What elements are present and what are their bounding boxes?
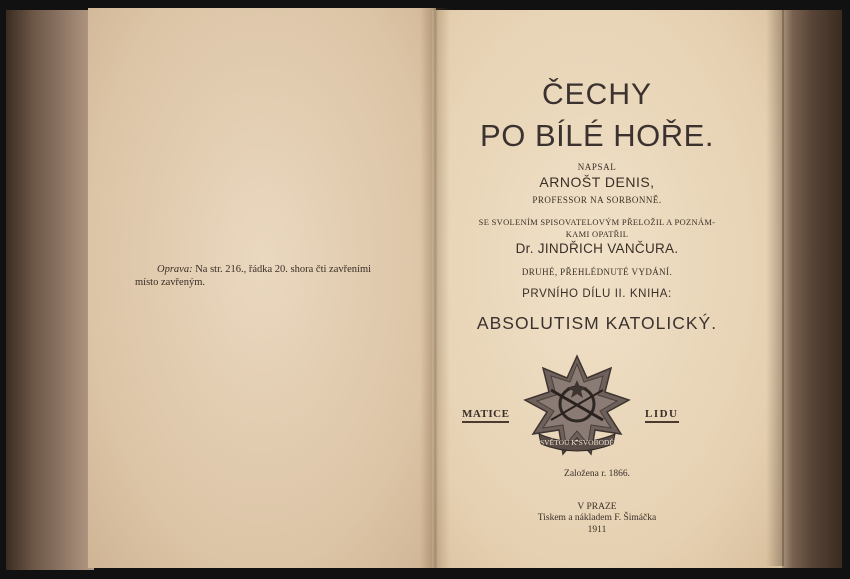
translation-note-line-1: SE SVOLENÍM SPISOVATELOVÝM PŘELOŽIL A POZNÁM- (478, 217, 716, 227)
title-line-1: ČECHY (541, 78, 652, 111)
emblem-motto: SVĚTOU K SVOBODĚ (539, 438, 615, 447)
publisher-name-left: MATICE (462, 408, 509, 423)
erratum-line-2: místo zavřeným. (135, 277, 205, 288)
volume-statement: PRVNÍHO DÍLU II. KNIHA: (522, 288, 672, 300)
author-name: ARNOŠT DENIS, (539, 174, 655, 190)
erratum-text: Na str. 216., řádka 20. shora čti zavřeními (192, 264, 372, 275)
publisher-name-right: LIDU (645, 408, 679, 423)
erratum-line-1 (135, 263, 405, 276)
publisher-emblem-icon (521, 354, 633, 458)
translator-name: Dr. JINDŘICH VANČURA. (515, 241, 679, 256)
translation-note-line-2: KAMI OPATŘIL (565, 229, 629, 239)
byline-label: NAPSAL (577, 162, 617, 172)
author-position: PROFESSOR NA SORBONNĚ. (532, 195, 662, 205)
title-line-2: PO BÍLÉ HOŘE. (480, 118, 714, 153)
erratum-label: Oprava: (157, 264, 193, 275)
subtitle: ABSOLUTISM KATOLICKÝ. (476, 313, 718, 333)
book-edge-right (776, 10, 842, 568)
imprint-printer: Tiskem a nákladem F. Šimáčka (537, 513, 657, 523)
erratum-note (135, 263, 405, 289)
page-shadow (766, 10, 784, 566)
book-edge-left (6, 10, 94, 570)
imprint-year: 1911 (587, 525, 607, 535)
imprint-city: V PRAZE (577, 502, 617, 512)
founded-year: Založena r. 1866. (564, 469, 630, 479)
edition-statement: DRUHÉ, PŘEHLÉDNUTÉ VYDÁNÍ. (521, 267, 673, 277)
